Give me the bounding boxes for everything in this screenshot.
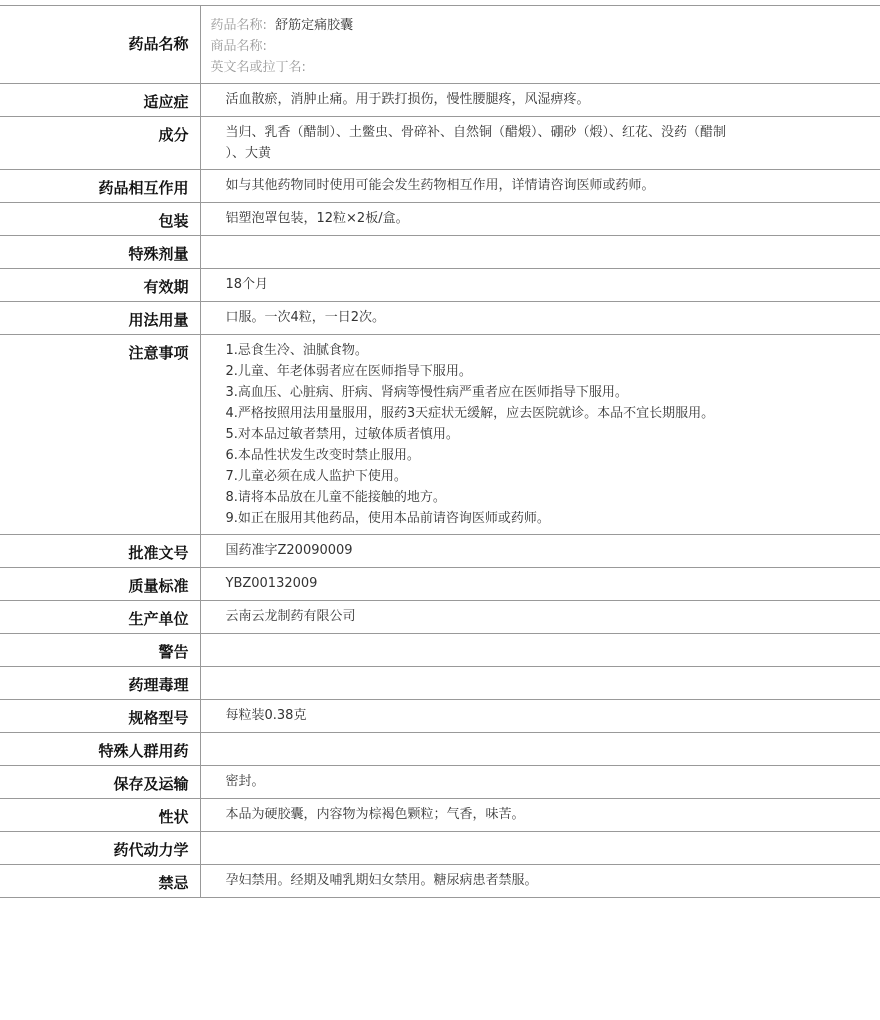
row-special-dose	[0, 236, 880, 269]
drug-name-text: 舒筋定痛胶囊	[275, 18, 354, 33]
precaution-item: 8.请将本品放在儿童不能接触的地方。	[225, 490, 446, 505]
value-storage: 密封。	[200, 766, 880, 799]
label-approval: 批准文号	[0, 535, 200, 568]
row-special-population	[0, 733, 880, 766]
trade-name-caption: 商品名称:	[210, 39, 267, 54]
label-drug-name: 药品名称	[0, 6, 200, 84]
row-manufacturer	[0, 601, 880, 634]
label-manufacturer: 生产单位	[0, 601, 200, 634]
label-standard: 质量标准	[0, 568, 200, 601]
label-contraindications: 禁忌	[0, 865, 200, 898]
label-package: 包装	[0, 203, 200, 236]
precaution-item: 7.儿童必须在成人监护下使用。	[225, 469, 407, 484]
value-pharmacokinetics	[200, 832, 880, 865]
row-storage	[0, 766, 880, 799]
value-special-population	[200, 733, 880, 766]
value-manufacturer: 云南云龙制药有限公司	[200, 601, 880, 634]
value-contraindications: 孕妇禁用。经期及哺乳期妇女禁用。糖尿病患者禁服。	[200, 865, 880, 898]
row-pharmacokinetics	[0, 832, 880, 865]
label-special-population: 特殊人群用药	[0, 733, 200, 766]
row-contraindications	[0, 865, 880, 898]
row-ingredients	[0, 117, 880, 170]
row-package	[0, 203, 880, 236]
value-approval: 国药准字Z20090009	[200, 535, 880, 568]
row-validity	[0, 269, 880, 302]
value-validity: 18个月	[200, 269, 880, 302]
row-toxicology	[0, 667, 880, 700]
row-warning	[0, 634, 880, 667]
precaution-item: 1.忌食生冷、油腻食物。	[225, 343, 368, 358]
label-toxicology: 药理毒理	[0, 667, 200, 700]
english-name-caption: 英文名或拉丁名:	[210, 60, 306, 75]
label-character: 性状	[0, 799, 200, 832]
label-usage: 用法用量	[0, 302, 200, 335]
value-ingredients	[200, 117, 880, 170]
label-spec: 规格型号	[0, 700, 200, 733]
precaution-item: 9.如正在服用其他药品，使用本品前请咨询医师或药师。	[225, 511, 550, 526]
label-indication: 适应症	[0, 84, 200, 117]
row-spec	[0, 700, 880, 733]
label-ingredients: 成分	[0, 117, 200, 170]
value-warning	[200, 634, 880, 667]
value-interaction: 如与其他药物同时使用可能会发生药物相互作用，详情请咨询医师或药师。	[200, 170, 880, 203]
precaution-item: 2.儿童、年老体弱者应在医师指导下服用。	[225, 364, 472, 379]
value-special-dose	[200, 236, 880, 269]
row-indication	[0, 84, 880, 117]
label-interaction: 药品相互作用	[0, 170, 200, 203]
label-pharmacokinetics: 药代动力学	[0, 832, 200, 865]
value-character: 本品为硬胶囊，内容物为棕褐色颗粒；气香，味苦。	[200, 799, 880, 832]
row-precautions	[0, 335, 880, 535]
value-drug-name	[200, 6, 880, 84]
label-validity: 有效期	[0, 269, 200, 302]
row-name	[0, 6, 880, 84]
precaution-item: 6.本品性状发生改变时禁止服用。	[225, 448, 420, 463]
row-character	[0, 799, 880, 832]
ingredients-line-1: 当归、乳香（醋制）、土鳖虫、骨碎补、自然铜（醋煅）、硼砂（煅）、红花、没药（醋制	[225, 125, 727, 140]
row-interaction	[0, 170, 880, 203]
label-warning: 警告	[0, 634, 200, 667]
row-standard	[0, 568, 880, 601]
value-standard: YBZ00132009	[200, 568, 880, 601]
drug-spec-table	[0, 5, 880, 898]
value-indication: 活血散瘀，消肿止痛。用于跌打损伤，慢性腰腿疼，风湿痹疼。	[200, 84, 880, 117]
precaution-item: 4.严格按照用法用量服用，服药3天症状无缓解，应去医院就诊。本品不宜长期服用。	[225, 406, 715, 421]
precaution-item: 3.高血压、心脏病、肝病、肾病等慢性病严重者应在医师指导下服用。	[225, 385, 628, 400]
drug-name-caption: 药品名称:	[210, 18, 267, 33]
label-special-dose: 特殊剂量	[0, 236, 200, 269]
row-usage	[0, 302, 880, 335]
row-approval	[0, 535, 880, 568]
precaution-item: 5.对本品过敏者禁用，过敏体质者慎用。	[225, 427, 459, 442]
value-package: 铝塑泡罩包装，12粒×2板/盒。	[200, 203, 880, 236]
value-spec: 每粒装0.38克	[200, 700, 880, 733]
label-storage: 保存及运输	[0, 766, 200, 799]
value-precautions	[200, 335, 880, 535]
value-usage: 口服。一次4粒，一日2次。	[200, 302, 880, 335]
label-precautions: 注意事项	[0, 335, 200, 535]
value-toxicology	[200, 667, 880, 700]
ingredients-line-2: ）、大黄	[225, 146, 272, 161]
